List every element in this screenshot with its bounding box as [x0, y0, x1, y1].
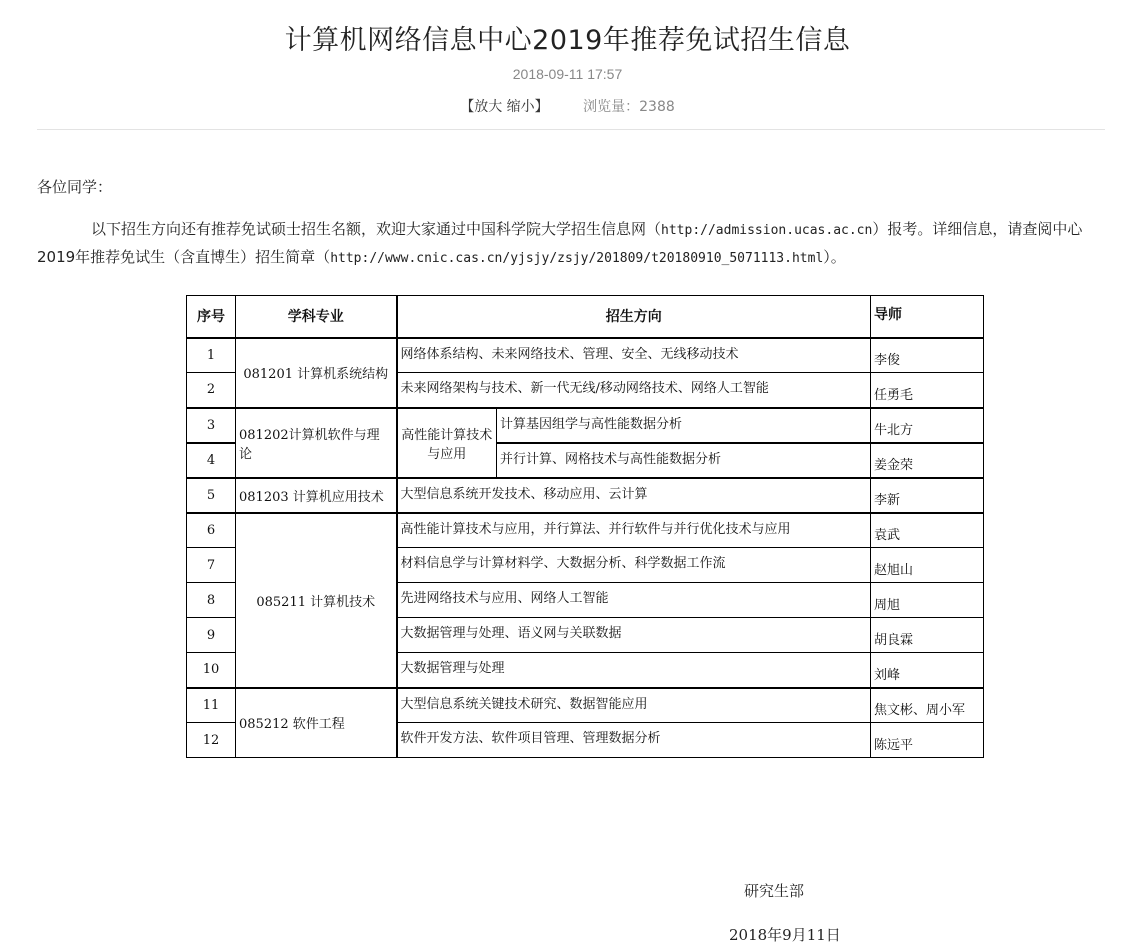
row-no: 5: [187, 478, 236, 513]
header-direction: 招生方向: [397, 296, 871, 338]
header-major: 学科专业: [236, 296, 397, 338]
signature-date: 2018年9月11日: [729, 926, 841, 944]
table-row: [187, 688, 984, 723]
table-row: [187, 513, 984, 548]
admission-table: [186, 295, 984, 758]
advisor-cell: 袁武: [871, 513, 984, 548]
direction-cell: 并行计算、网格技术与高性能数据分析: [497, 443, 871, 478]
row-no: 4: [187, 443, 236, 478]
row-no: 8: [187, 583, 236, 618]
font-size-controls: [460, 99, 548, 115]
direction-cell: 软件开发方法、软件项目管理、管理数据分析: [397, 723, 871, 758]
advisor-cell: 刘峰: [871, 653, 984, 688]
direction-cell: 网络体系结构、未来网络技术、管理、安全、无线移动技术: [397, 338, 871, 373]
advisor-cell: 李新: [871, 478, 984, 513]
table-row: [187, 338, 984, 373]
advisor-cell: 姜金荣: [871, 443, 984, 478]
row-no: 9: [187, 618, 236, 653]
major-cell: 081203 计算机应用技术: [236, 478, 397, 513]
zoom-in-link[interactable]: 【放大: [460, 99, 503, 115]
table-row: [187, 408, 984, 443]
advisor-cell: 周旭: [871, 583, 984, 618]
admission-url: http://admission.ucas.ac.cn: [661, 223, 873, 238]
row-no: 1: [187, 338, 236, 373]
advisor-cell: 陈远平: [871, 723, 984, 758]
intro-text-a: 以下招生方向还有推荐免试硕士招生名额，欢迎大家通过中国科学院大学招生信息网（: [91, 220, 662, 238]
sub-direction-cell: 高性能计算技术与应用: [397, 408, 497, 478]
header-no: 序号: [187, 296, 236, 338]
row-no: 10: [187, 653, 236, 688]
major-cell: 085212 软件工程: [236, 688, 397, 758]
advisor-cell: 胡良霖: [871, 618, 984, 653]
zoom-out-link[interactable]: 缩小】: [506, 99, 549, 115]
header-divider: [37, 129, 1105, 130]
intro-text-c: ）。: [823, 248, 846, 266]
table-header-row: [187, 296, 984, 338]
direction-cell: 大型信息系统开发技术、移动应用、云计算: [397, 478, 871, 513]
intro-paragraph: [37, 216, 1107, 272]
article-title: 计算机网络信息中心2019年推荐免试招生信息: [284, 25, 851, 56]
direction-cell: 大数据管理与处理: [397, 653, 871, 688]
article-tools: [0, 96, 1135, 116]
row-no: 6: [187, 513, 236, 548]
publish-date: 2018-09-11 17:57: [512, 66, 623, 82]
table-row: [187, 478, 984, 513]
header-advisor: 导师: [871, 296, 984, 338]
major-cell: 081201 计算机系统结构: [236, 338, 397, 408]
row-no: 12: [187, 723, 236, 758]
view-count: 浏览量：2388: [583, 99, 675, 115]
signature-department: 研究生部: [744, 882, 805, 900]
brochure-url: http://www.cnic.cas.cn/yjsjy/zsjy/201809/t20180910_5071113.html: [330, 251, 824, 266]
row-no: 11: [187, 688, 236, 723]
direction-cell: 大型信息系统关键技术研究、数据智能应用: [397, 688, 871, 723]
row-no: 2: [187, 373, 236, 408]
advisor-cell: 牛北方: [871, 408, 984, 443]
row-no: 7: [187, 548, 236, 583]
advisor-cell: 李俊: [871, 338, 984, 373]
direction-cell: 计算基因组学与高性能数据分析: [497, 408, 871, 443]
intro-text-b: ）报考。详细信息，请查阅中心2019年推荐免试生（含直博生）招生简章（: [37, 220, 1083, 266]
major-cell: 081202计算机软件与理论: [236, 408, 397, 478]
advisor-cell: 焦文彬、周小军: [871, 688, 984, 723]
direction-cell: 先进网络技术与应用、网络人工智能: [397, 583, 871, 618]
greeting: 各位同学：: [37, 178, 113, 196]
direction-cell: 未来网络架构与技术、新一代无线/移动网络技术、网络人工智能: [397, 373, 871, 408]
direction-cell: 高性能计算技术与应用，并行算法、并行软件与并行优化技术与应用: [397, 513, 871, 548]
major-cell: 085211 计算机技术: [236, 513, 397, 688]
advisor-cell: 任勇毛: [871, 373, 984, 408]
row-no: 3: [187, 408, 236, 443]
direction-cell: 大数据管理与处理、语义网与关联数据: [397, 618, 871, 653]
direction-cell: 材料信息学与计算材料学、大数据分析、科学数据工作流: [397, 548, 871, 583]
advisor-cell: 赵旭山: [871, 548, 984, 583]
